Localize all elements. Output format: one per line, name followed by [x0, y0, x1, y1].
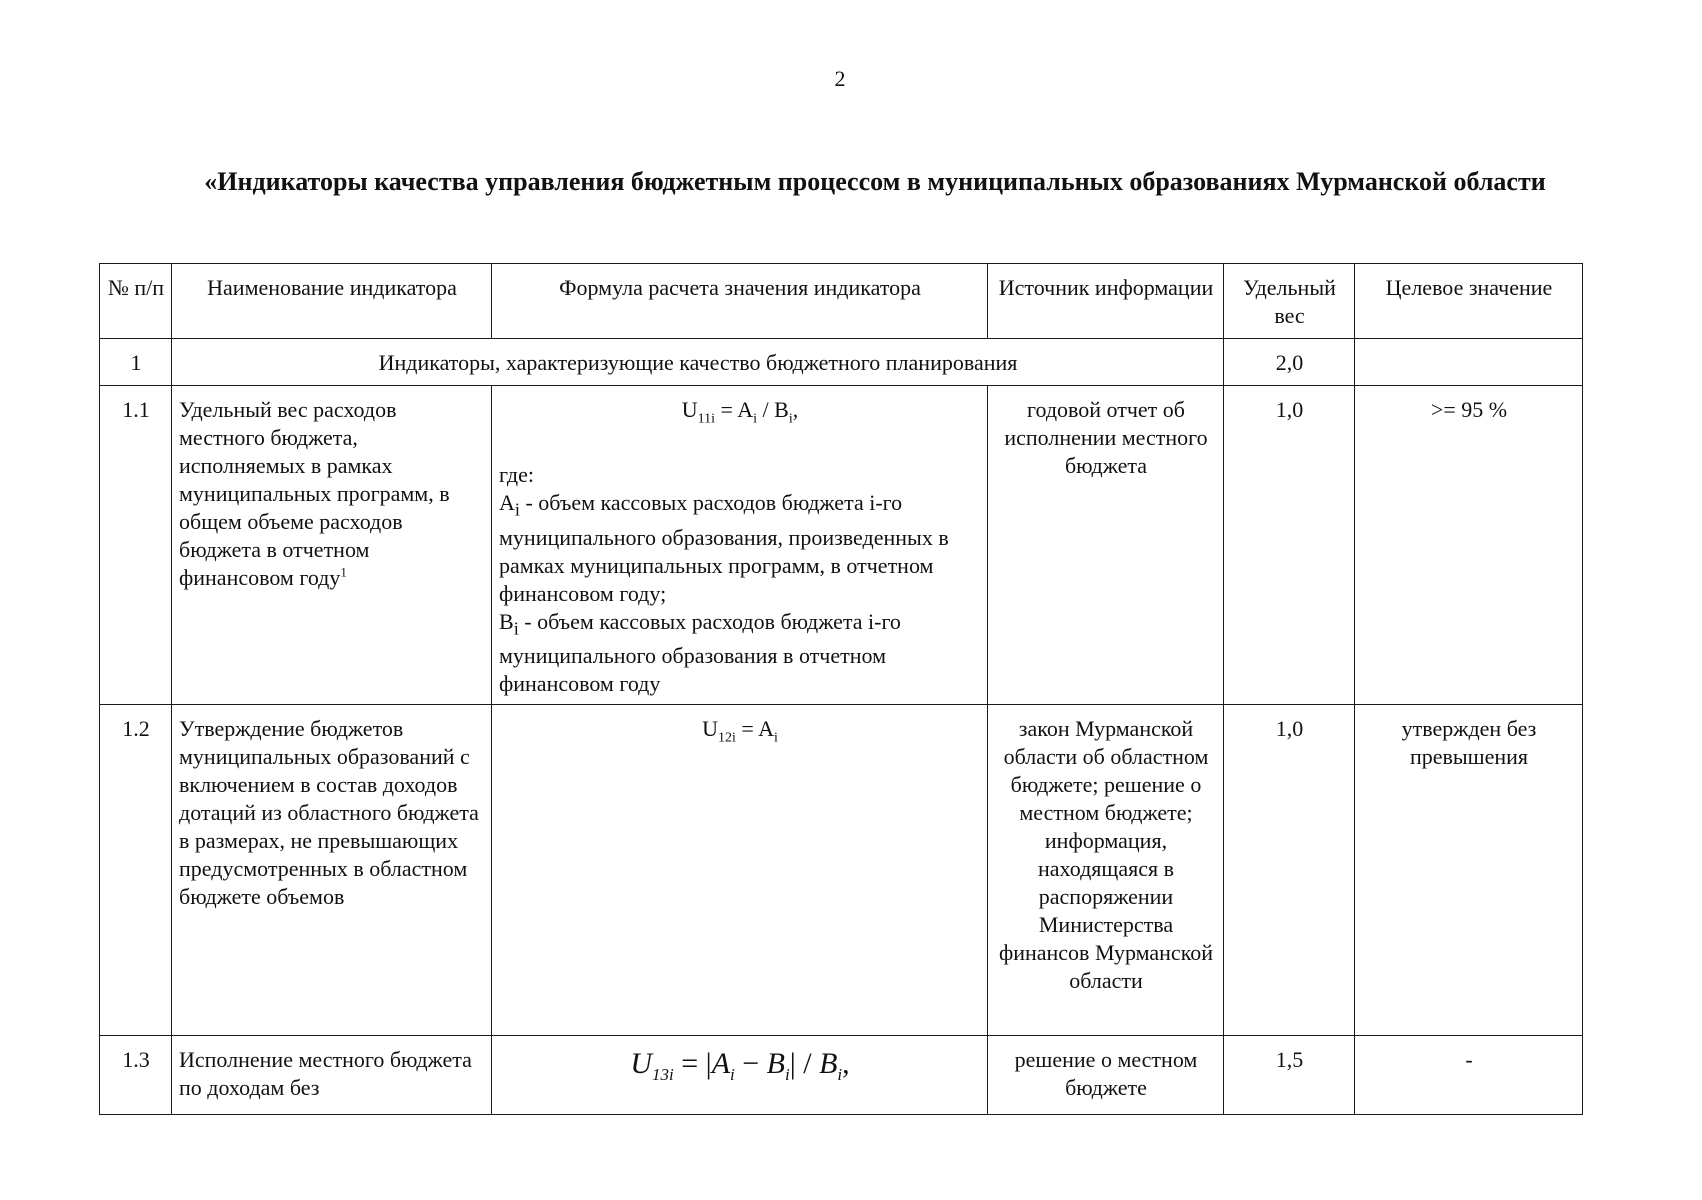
cell-target: -	[1355, 1036, 1583, 1115]
cell-weight: 1,0	[1224, 386, 1355, 705]
header-source: Источник информации	[988, 264, 1224, 339]
header-target: Целевое значение	[1355, 264, 1583, 339]
cell-source: закон Мурманской области об областном бюджете; решение о местном бюджете; информация, находящаяся в распоряжении Министерства финансов Мурманской области	[988, 705, 1224, 1036]
cell-section-label: Индикаторы, характеризующие качество бюджетного планирования	[172, 339, 1224, 386]
cell-name: Утверждение бюджетов муниципальных образований с включением в состав доходов дотаций из областного бюджета в размерах, не превышающих предусмотренных в областном бюджете объемов	[172, 705, 492, 1036]
cell-formula	[492, 1036, 988, 1115]
table-row-1-1	[100, 386, 1583, 705]
cell-source: годовой отчет об исполнении местного бюджета	[988, 386, 1224, 705]
cell-weight: 1,0	[1224, 705, 1355, 1036]
header-weight: Удельный вес	[1224, 264, 1355, 339]
cell-name: Исполнение местного бюджета по доходам без	[172, 1036, 492, 1115]
footnote-mark: 1	[340, 564, 347, 580]
formula-expression: $U_{12i} = A_i$	[702, 716, 778, 746]
cell-formula	[492, 386, 988, 705]
cell-target: >= 95 %	[1355, 386, 1583, 705]
cell-num: 1.3	[100, 1036, 172, 1115]
cell-num: 1.2	[100, 705, 172, 1036]
cell-target: утвержден без превышения	[1355, 705, 1583, 1036]
header-num: № п/п	[100, 264, 172, 339]
formula-var-a-definition: $A_i$ - объем кассовых расходов бюджета i-го муниципального образования, произведенных в рамках муниципальных программ, в отчетном финансовом году;	[499, 490, 949, 606]
cell-num: 1.1	[100, 386, 172, 705]
cell-formula	[492, 705, 988, 1036]
table-row-section-1	[100, 339, 1583, 386]
document-title: «Индикаторы качества управления бюджетным процессом в муниципальных образованиях Мурманской области	[204, 167, 1546, 196]
page-number: 2	[834, 66, 846, 91]
cell-weight: 1,5	[1224, 1036, 1355, 1115]
header-name: Наименование индикатора	[172, 264, 492, 339]
formula-expression: $U_{13i} = |A_i - B_i| / B_i$,	[630, 1047, 850, 1085]
table-row-1-3	[100, 1036, 1583, 1115]
indicators-table	[99, 263, 1583, 1115]
cell-weight: 2,0	[1224, 339, 1355, 386]
table-row-1-2	[100, 705, 1583, 1036]
header-formula: Формула расчета значения индикатора	[492, 264, 988, 339]
indicator-name: Удельный вес расходов местного бюджета, исполняемых в рамках муниципальных программ, в общем объеме расходов бюджета в отчетном финансовом году	[179, 397, 450, 590]
formula-var-b-definition: $B_i$ - объем кассовых расходов бюджета i-го муниципального образования в отчетном финансовом году	[499, 608, 901, 697]
table-header-row	[100, 264, 1583, 339]
formula-expression: $U_{11i} = A_i / B_i$,	[681, 397, 799, 427]
cell-name	[172, 386, 492, 705]
cell-num: 1	[100, 339, 172, 386]
cell-source: решение о местном бюджете	[988, 1036, 1224, 1115]
formula-where: где:	[499, 462, 534, 488]
cell-target	[1355, 339, 1583, 386]
